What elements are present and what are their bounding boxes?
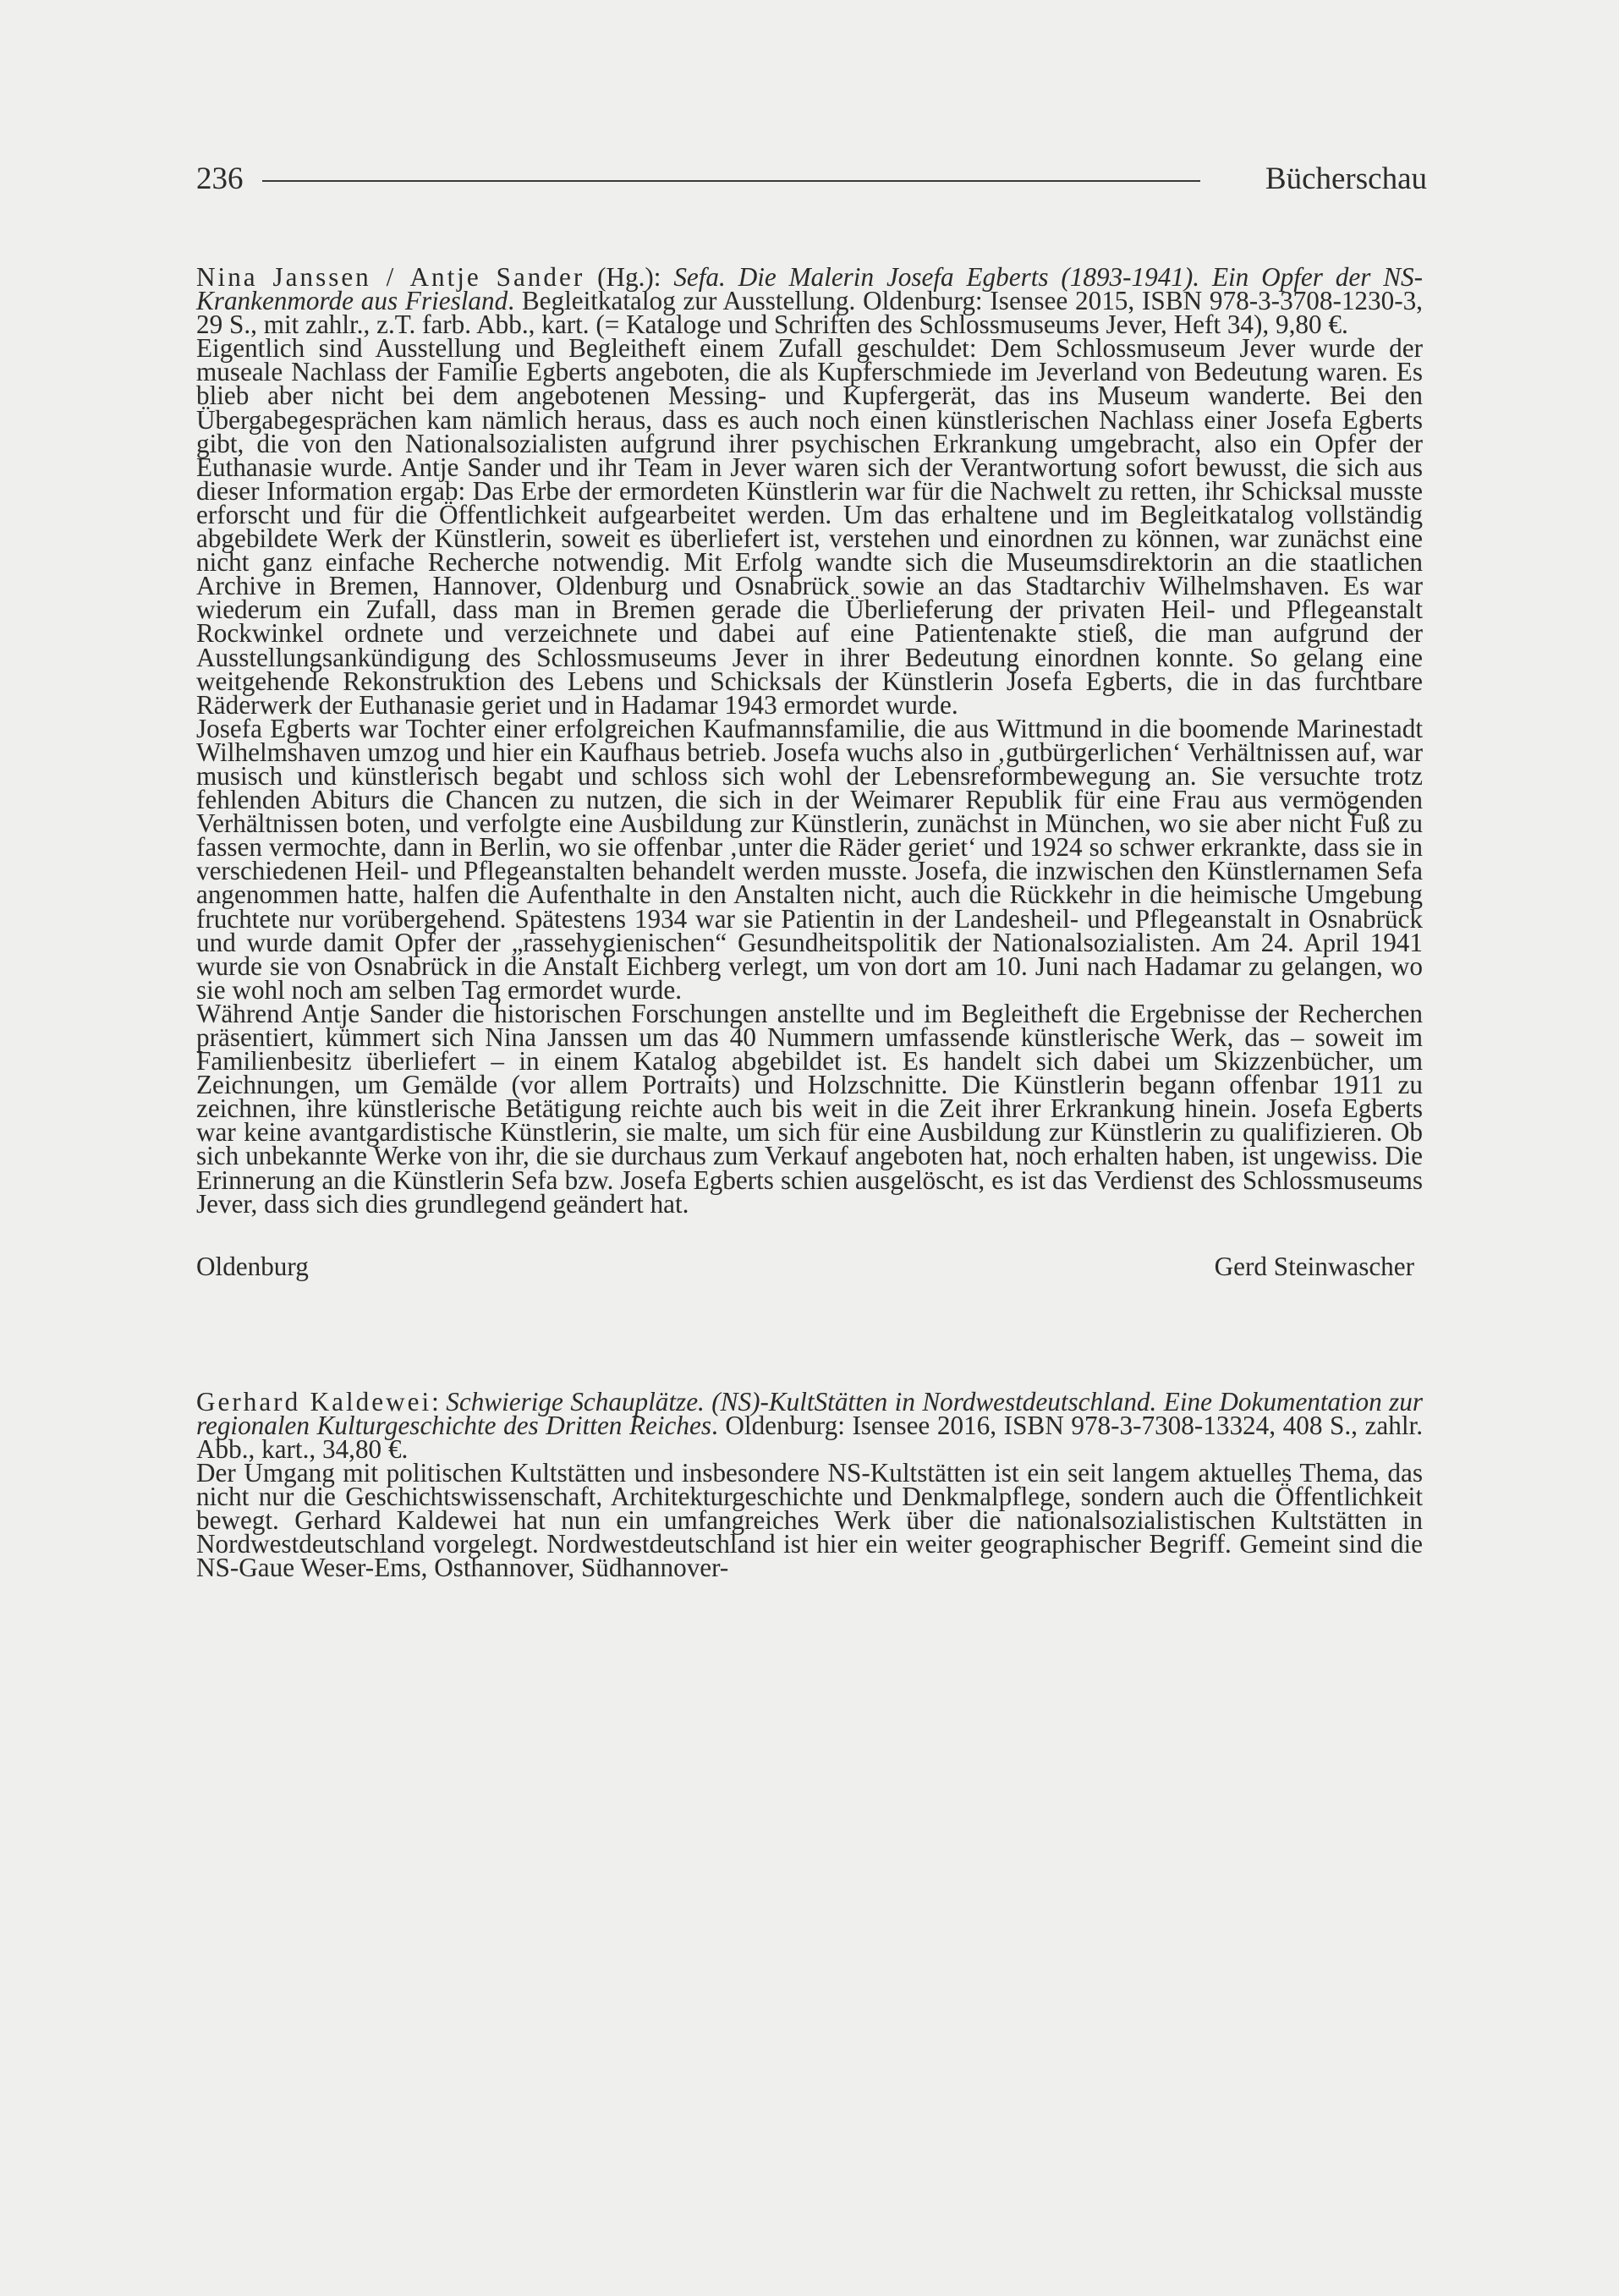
review-author: Gerhard Kaldewei [196,1386,432,1417]
page-content [196,262,1424,1583]
review-paragraph: Josefa Egberts war Tochter einer erfolgreichen Kaufmannsfamilie, die aus Wittmund in die boomende Marinestadt Wilhelmshaven umzog und hier ein Kaufhaus betrieb. Josefa wuchs also in ‚gutbürgerlichen‘ Verhältnissen auf, war musisch und künstlerisch begabt und schloss sich wohl der Lebensreformbewegung an. Sie versuchte trotz fehlenden Abiturs die Chancen zu nutzen, die sich in der Weimarer Republik für eine Frau aus vermögenden Verhältnissen boten, und verfolgte eine Ausbildung zur Künstlerin, zunächst in München, wo sie aber nicht Fuß zu fassen vermochte, dann in Berlin, wo sie offenbar ‚unter die Räder geriet‘ und 1924 so schwer erkrankte, dass sie in verschiedenen Heil- und Pflegeanstalten behandelt werden musste. Josefa, die inzwischen den Künstlernamen Sefa angenommen hatte, halfen die Aufenthalte in den Anstalten nicht, auch die Rückkehr in die heimische Umgebung fruchtete nur vorübergehend. Spätestens 1934 war sie Patientin in der Landesheil- und Pflegeanstalt in Osnabrück und wurde damit Opfer der „rassehygienischen“ Gesundheitspolitik der Nationalsozialisten. Am 24. April 1941 wurde sie von Osnabrück in die Anstalt Eichberg verlegt, um von dort am 10. Juni nach Hadamar zu gelangen, wo sie wohl noch am selben Tag ermordet wurde. [196,713,1423,1005]
review-place: Oldenburg [196,1251,309,1281]
review-2 [196,1386,1424,1583]
publication-details: . Oldenburg: Isensee 2016, ISBN 978-3-7308-13324, 408 S., zahlr. Abb., kart., 34,80 €. [196,1410,1423,1464]
section-title: Bücherschau [1265,162,1427,196]
publication-details: . Begleitkatalog zur Ausstellung. Oldenburg: Isensee 2015, ISBN 978-3-3708-1230-3, 29 S., mit zahlr., z.T. farb. Abb., kart. (= Kataloge und Schriften des Schlossmuseums Jever, Heft 34), 9,80 €. [196,286,1423,340]
review-paragraph: Während Antje Sander die historischen Forschungen anstellte und im Begleitheft die Ergebnisse der Recherchen präsentiert, kümmert sich Nina Janssen um das 40 Nummern umfassende künstlerische Werk, das – soweit im Familienbesitz überliefert – in einem Katalog abgebildet ist. Es handelt sich dabei um Skizzenbücher, um Zeichnungen, um Gemälde (vor allem Portraits) und Holzschnitte. Die Künstlerin begann offenbar 1911 zu zeichnen, ihre künstlerische Betätigung reichte auch bis weit in die Zeit ihrer Erkrankung hinein. Josefa Egberts war keine avantgardistische Künstlerin, sie malte, um sich für eine Ausbildung zur Künstlerin zu qualifizieren. Ob sich unbekannte Werke von ihr, die sie durchaus zum Verkauf angeboten hat, noch erhalten haben, ist ungewiss. Die Erinnerung an die Künstlerin Sefa bzw. Josefa Egberts schien ausgelöscht, es ist das Verdienst des Schlossmuseums Jever, dass sich dies grundlegend geändert hat. [196,998,1423,1219]
editor-note: : [431,1386,447,1417]
bibliographic-entry [196,1386,1424,1464]
header-rule [262,180,1200,182]
editor-note: (Hg.): [584,262,674,292]
review-authors: Nina Janssen / Antje Sander [196,262,585,292]
page-number: 236 [196,162,244,196]
review-paragraph: Der Umgang mit politischen Kultstätten und insbesondere NS-Kultstätten ist ein seit langem aktuelles Thema, das nicht nur die Geschichtswissenschaft, Architekturgeschichte und Denkmalpflege, sondern auch die Öffentlichkeit bewegt. Gerhard Kaldewei hat nun ein umfangreiches Werk über die nationalsozialistischen Kultstätten in Nordwestdeutschland vorgelegt. Nordwestdeutschland ist hier ein weiter geographischer Begriff. Gemeint sind die NS-Gaue Weser-Ems, Osthannover, Südhannover- [196,1458,1423,1583]
section-spacer [196,1299,1423,1390]
review-paragraph: Eigentlich sind Ausstellung und Begleitheft einem Zufall geschuldet: Dem Schlossmuseum Jever wurde der museale Nachlass der Familie Egberts angeboten, die als Kupferschmiede im Jeverland von Bedeutung waren. Es blieb aber nicht bei dem angebotenen Messing- und Kupfergerät, das ins Museum wanderte. Bei den Übergabegesprächen kam nämlich heraus, dass es auch noch einen künstlerischen Nachlass einer Josefa Egberts gibt, die von den Nationalsozialisten aufgrund ihrer psychischen Erkrankung umgebracht, also ein Opfer der Euthanasie wurde. Antje Sander und ihr Team in Jever waren sich der Verantwortung sofort bewusst, die sich aus dieser Information ergab: Das Erbe der ermordeten Künstlerin war für die Nachwelt zu retten, ihr Schicksal musste erforscht und für die Öffentlichkeit aufgearbeitet werden. Um das erhaltene und im Begleitkatalog vollständig abgebildete Werk der Künstlerin, soweit es überliefert ist, verstehen und einordnen zu können, war zunächst eine nicht ganz einfache Recherche notwendig. Mit Erfolg wandte sich die Museumsdirektorin an die staatlichen Archive in Bremen, Hannover, Oldenburg und Osnabrück sowie an das Stadtarchiv Wilhelmshaven. Es war wiederum ein Zufall, dass man in Bremen gerade die Überlieferung der privaten Heil- und Pflegeanstalt Rockwinkel ordnete und verzeichnete und dabei auf eine Patientenakte stieß, die man aufgrund der Ausstellungsankündigung des Schlossmuseums Jever in ihrer Bedeutung einordnen konnte. So gelang eine weitgehende Rekonstruktion des Lebens und Schicksals der Künstlerin Josefa Egberts, die in das furchtbare Räderwerk der Euthanasie geriet und in Hadamar 1943 ermordet wurde. [196,333,1423,720]
bibliographic-entry [196,262,1423,340]
reviewer-name: Gerd Steinwascher [1214,1251,1414,1281]
book-title: Schwierige Schauplätze. (NS)-KultStätten in Nordwestdeutschland. Eine Dokumentation zur regionalen Kulturgeschichte des Dritten Reiches [196,1386,1424,1440]
review-signature [196,1251,1423,1299]
review-1 [196,262,1423,1299]
book-title: Sefa. Die Malerin Josefa Egberts (1893-1941). Ein Opfer der NS-Krankenmorde aus Friesland [196,262,1423,316]
running-header [196,154,1427,205]
